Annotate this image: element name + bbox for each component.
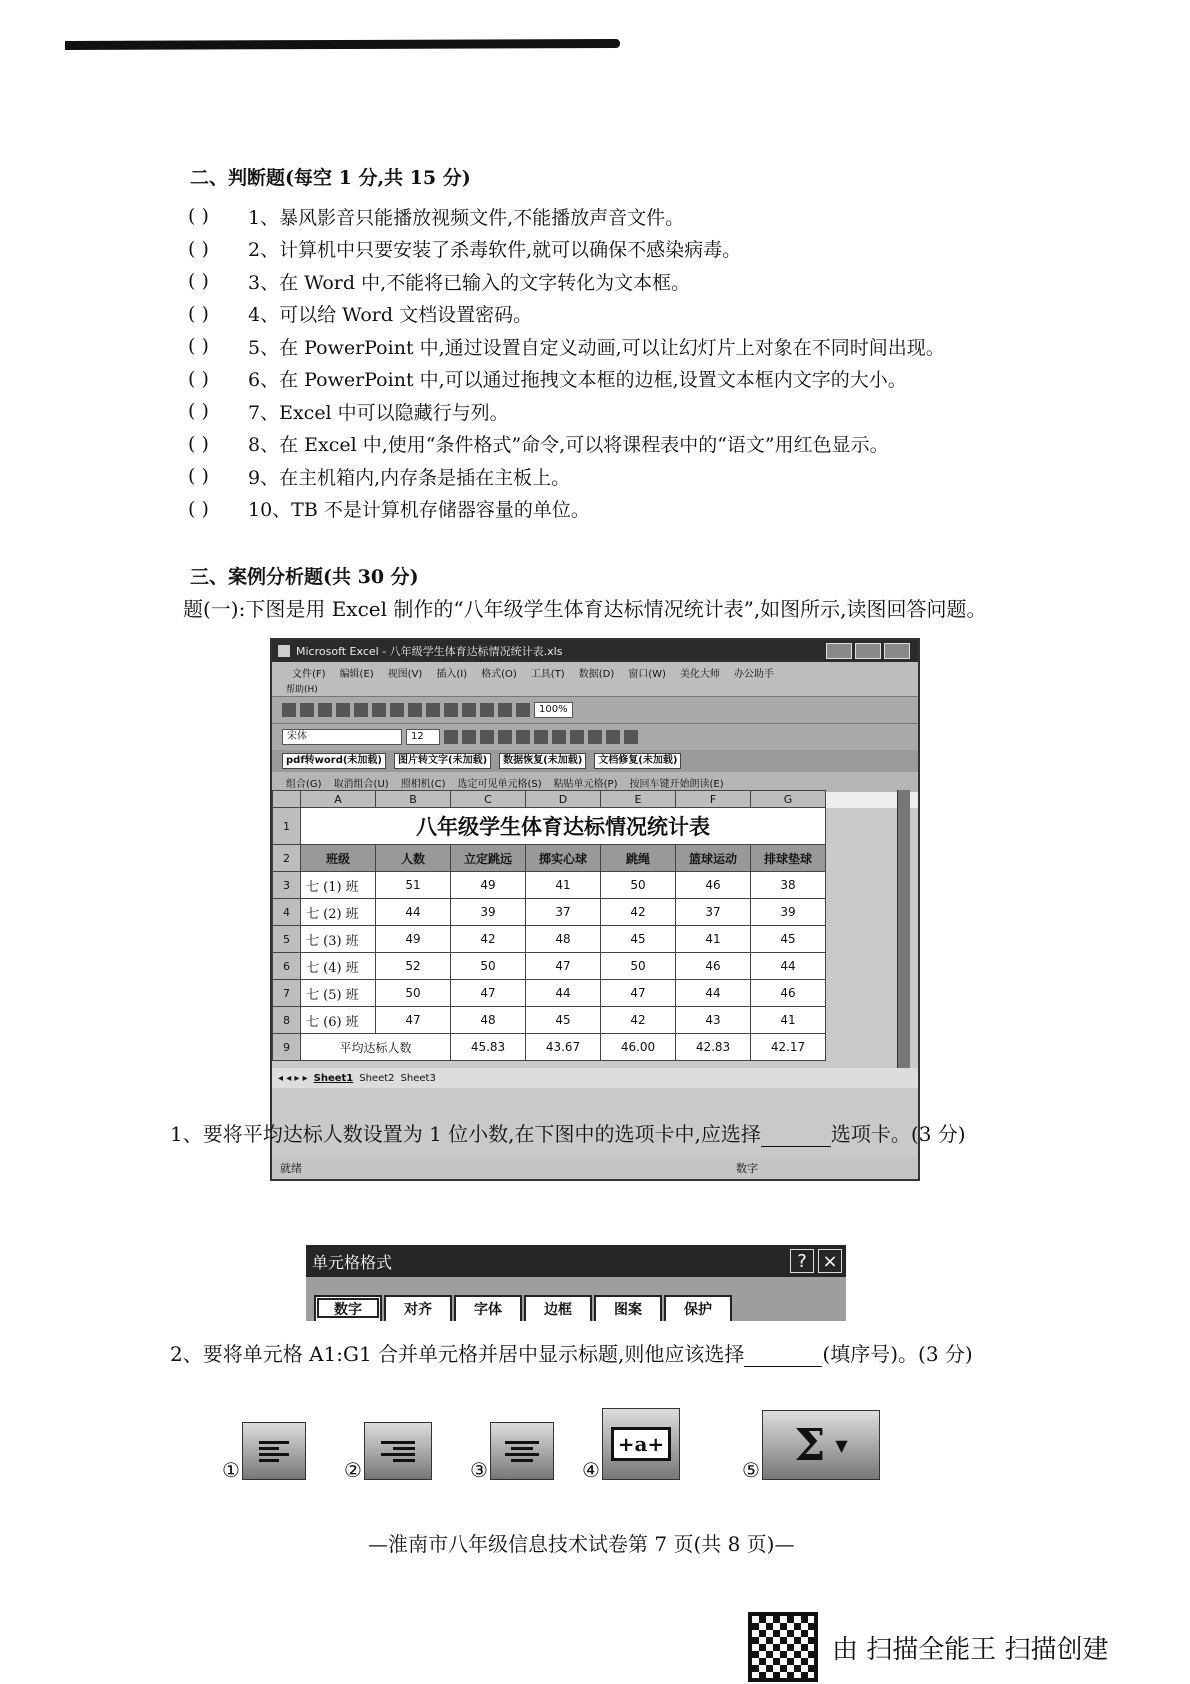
align-left-icon[interactable] [242,1422,306,1480]
menu-window[interactable]: 窗口(W) [628,668,666,680]
row-header[interactable]: 7 [273,980,301,1007]
tab-sheet2[interactable]: Sheet2 [359,1072,395,1084]
header-cell[interactable]: 篮球运动 [676,845,751,872]
value-cell[interactable]: 44 [376,899,451,926]
tab-nav-icon[interactable]: ◂ ◂ ▸ ▸ [278,1072,308,1084]
case-intro: 题(一):下图是用 Excel 制作的“八年级学生体育达标情况统计表”,如图所示,读图回答问题。 [183,597,987,621]
help-icon[interactable]: ? [790,1249,814,1273]
answer-paren[interactable]: ( ) [188,432,209,455]
standard-toolbar [272,696,918,723]
paste-cells-button[interactable]: 粘贴单元格(P) [553,778,618,790]
tf-item-4 [188,298,1088,331]
row-header[interactable]: 5 [273,926,301,953]
table-row [273,953,826,980]
close-icon[interactable] [884,643,910,659]
font-size-box[interactable]: 12 [406,729,440,745]
header-cell[interactable]: 排球垫球 [751,845,826,872]
open-icon[interactable] [300,703,314,717]
value-cell[interactable]: 42 [601,1007,676,1034]
row-header[interactable]: 1 [273,808,301,845]
value-cell[interactable]: 45 [526,1007,601,1034]
menu-help[interactable]: 帮助(H) [272,682,918,696]
tf-text: 7、Excel 中可以隐藏行与列。 [248,401,509,424]
chart-icon[interactable] [516,703,530,717]
camscanner-watermark [748,1612,1109,1682]
value-cell[interactable]: 49 [451,872,526,899]
q2-blank[interactable] [744,1348,822,1367]
avg-label-cell[interactable]: 平均达标人数 [301,1034,451,1061]
option-label: ③ [470,1458,488,1482]
value-cell[interactable]: 37 [526,899,601,926]
value-cell[interactable]: 41 [676,926,751,953]
value-cell[interactable]: 45 [751,926,826,953]
tab-sheet3[interactable]: Sheet3 [400,1072,436,1084]
sheet-grid [272,790,847,1061]
tf-text: 3、在 Word 中,不能将已输入的文字转化为文本框。 [248,271,691,294]
answer-paren[interactable]: ( ) [188,335,209,358]
menu-beautify[interactable]: 美化大师 [679,668,720,680]
value-cell[interactable]: 49 [376,926,451,953]
preview-icon[interactable] [354,703,368,717]
col-header[interactable]: B [376,791,451,808]
cut-icon[interactable] [390,703,404,717]
font-name-box[interactable]: 宋体 [282,729,402,745]
avg-cell[interactable]: 45.83 [451,1034,526,1061]
row-header[interactable]: 9 [273,1034,301,1061]
plugin-pdf[interactable]: pdf转word(未加载) [282,753,386,769]
tf-text: 10、TB 不是计算机存储器容量的单位。 [248,499,590,522]
avg-cell[interactable]: 46.00 [601,1034,676,1061]
tf-item-7 [188,395,1088,428]
option-3[interactable] [470,1422,554,1480]
excel-titlebar [272,640,918,662]
row-header[interactable]: 3 [273,872,301,899]
col-header[interactable]: A [301,791,376,808]
class-cell[interactable]: 七 (6) 班 [301,1007,376,1034]
table-row [273,926,826,953]
value-cell[interactable]: 50 [376,980,451,1007]
table-row [273,980,826,1007]
plugin-repair[interactable]: 文档修复(未加载) [594,753,681,769]
tf-item-2 [188,233,1088,266]
maximize-icon[interactable] [855,643,881,659]
extra-toolbar [272,772,918,792]
tf-text: 6、在 PowerPoint 中,可以通过拖拽文本框的边框,设置文本框内文字的大小。 [248,369,907,392]
value-cell[interactable]: 38 [751,872,826,899]
value-cell[interactable]: 45 [601,926,676,953]
option-label: ⑤ [742,1458,760,1482]
menu-view[interactable]: 视图(V) [387,668,423,680]
option-label: ④ [582,1458,600,1482]
tab-alignment[interactable]: 对齐 [384,1295,452,1321]
answer-paren[interactable]: ( ) [188,497,209,520]
merge-center-icon[interactable] [552,730,566,744]
align-right-icon[interactable] [364,1422,432,1480]
row-header[interactable]: 8 [273,1007,301,1034]
sort-icon[interactable] [498,703,512,717]
header-cell[interactable]: 班级 [301,845,376,872]
status-num: 数字 [736,1162,758,1175]
option-5[interactable] [742,1410,880,1480]
value-cell[interactable]: 52 [376,953,451,980]
option-1[interactable] [222,1422,306,1480]
camscanner-text: 由 扫描全能王 扫描创建 [832,1634,1109,1665]
option-label: ② [344,1458,362,1482]
row-header[interactable]: 6 [273,953,301,980]
col-header[interactable]: D [526,791,601,808]
header-cell[interactable]: 人数 [376,845,451,872]
value-cell[interactable]: 46 [751,980,826,1007]
tf-text: 8、在 Excel 中,使用“条件格式”命令,可以将课程表中的“语文”用红色显示。 [248,434,889,457]
class-cell[interactable]: 七 (3) 班 [301,926,376,953]
camera-button[interactable]: 照相机(C) [400,778,446,790]
window-title: Microsoft Excel - 八年级学生体育达标情况统计表.xls [296,645,563,658]
corner-cell[interactable] [273,791,301,808]
plugin-recover[interactable]: 数据恢复(未加载) [499,753,586,769]
ungroup-button[interactable]: 取消组合(U) [333,778,389,790]
answer-options [222,1405,982,1480]
plugin-ocr[interactable]: 图片转文字(未加载) [394,753,491,769]
menu-edit[interactable]: 编辑(E) [339,668,374,680]
tf-item-1 [188,200,1088,233]
answer-paren[interactable]: ( ) [188,270,209,293]
answer-paren[interactable]: ( ) [188,302,209,325]
value-cell[interactable]: 44 [751,953,826,980]
menu-format[interactable]: 格式(O) [481,668,517,680]
status-ready: 就绪 [280,1162,302,1175]
close-icon[interactable]: × [818,1249,842,1273]
tf-text: 4、可以给 Word 文档设置密码。 [248,304,533,327]
align-left-icon[interactable] [498,730,512,744]
align-center-icon[interactable] [490,1422,554,1480]
tf-text: 2、计算机中只要安装了杀毒软件,就可以确保不感染病毒。 [248,239,742,262]
value-cell[interactable]: 47 [376,1007,451,1034]
bold-icon[interactable] [444,730,458,744]
answer-paren[interactable]: ( ) [188,465,209,488]
align-right-icon[interactable] [534,730,548,744]
top-scan-bar [65,39,620,50]
sum-icon[interactable] [480,703,494,717]
value-cell[interactable]: 41 [751,1007,826,1034]
avg-cell[interactable]: 43.67 [526,1034,601,1061]
format-toolbar [272,723,918,750]
col-header[interactable]: C [451,791,526,808]
header-cell[interactable]: 跳绳 [601,845,676,872]
value-cell[interactable]: 48 [451,1007,526,1034]
autosum-icon[interactable] [762,1410,880,1480]
menu-office-helper[interactable]: 办公助手 [733,668,774,680]
tf-item-8 [188,428,1088,461]
menu-bar [272,662,918,682]
font-color-icon[interactable] [624,730,638,744]
answer-paren[interactable]: ( ) [188,367,209,390]
avg-cell[interactable]: 42.83 [676,1034,751,1061]
sheet-tabs [272,1068,918,1088]
q1-blank[interactable] [761,1128,831,1147]
q1-text-end: 选项卡。(3 分) [830,1122,966,1146]
header-cell[interactable]: 立定跳远 [451,845,526,872]
tab-sheet1[interactable]: Sheet1 [313,1072,354,1084]
tf-item-6 [188,363,1088,396]
format-cells-dialog [306,1245,846,1325]
value-cell[interactable]: 42 [601,899,676,926]
border-icon[interactable] [588,730,602,744]
status-bar [272,1157,918,1179]
tab-number[interactable]: 数字 [314,1295,382,1321]
value-cell[interactable]: 50 [601,872,676,899]
tf-item-10 [188,493,1088,526]
menu-file[interactable]: 文件(F) [292,668,326,680]
minimize-icon[interactable] [826,643,852,659]
value-cell[interactable]: 46 [676,872,751,899]
redo-icon[interactable] [462,703,476,717]
value-cell[interactable]: 39 [451,899,526,926]
value-cell[interactable]: 46 [676,953,751,980]
value-cell[interactable]: 50 [451,953,526,980]
option-2[interactable] [344,1422,432,1480]
qr-code-icon [748,1612,818,1682]
question-2 [170,1338,973,1367]
tf-item-9 [188,460,1088,493]
fill-color-icon[interactable] [606,730,620,744]
col-header[interactable]: F [676,791,751,808]
value-cell[interactable]: 37 [676,899,751,926]
copy-icon[interactable] [408,703,422,717]
tf-text: 1、暴风影音只能播放视频文件,不能播放声音文件。 [248,206,685,229]
value-cell[interactable]: 47 [601,980,676,1007]
class-cell[interactable]: 七 (5) 班 [301,980,376,1007]
spell-icon[interactable] [372,703,386,717]
header-cell[interactable]: 掷实心球 [526,845,601,872]
q2-text: 2、要将单元格 A1:G1 合并单元格并居中显示标题,则他应该选择 [170,1342,745,1366]
value-cell[interactable]: 44 [526,980,601,1007]
tf-item-3 [188,265,1088,298]
new-icon[interactable] [282,703,296,717]
q1-text: 1、要将平均达标人数设置为 1 位小数,在下图中的选项卡中,应选择 [170,1122,761,1146]
class-cell[interactable]: 七 (1) 班 [301,872,376,899]
menu-tools[interactable]: 工具(T) [530,668,565,680]
align-center-icon[interactable] [516,730,530,744]
sheet-title-cell[interactable]: 八年级学生体育达标情况统计表 [301,808,826,845]
paste-icon[interactable] [426,703,440,717]
percent-icon[interactable] [570,730,584,744]
tab-border[interactable]: 边框 [524,1295,592,1321]
value-cell[interactable]: 51 [376,872,451,899]
value-cell[interactable]: 47 [451,980,526,1007]
tf-text: 9、在主机箱内,内存条是插在主板上。 [248,466,571,489]
dropdown-arrow-icon: ▼ [835,1435,848,1455]
value-cell[interactable]: 42 [451,926,526,953]
row-header[interactable]: 4 [273,899,301,926]
section3-title: 三、案例分析题(共 30 分) [190,566,419,588]
value-cell[interactable]: 47 [526,953,601,980]
save-icon[interactable] [318,703,332,717]
read-aloud-button[interactable]: 按回车键开始朗读(E) [629,778,724,790]
vertical-scrollbar[interactable] [897,790,910,1070]
col-header[interactable]: G [751,791,826,808]
tf-text: 5、在 PowerPoint 中,通过设置自定义动画,可以让幻灯片上对象在不同时间出现。 [248,336,945,359]
answer-paren[interactable]: ( ) [188,400,209,423]
option-4[interactable] [582,1408,680,1480]
answer-paren[interactable]: ( ) [188,205,209,228]
tab-pattern[interactable]: 图案 [594,1295,662,1321]
value-cell[interactable]: 50 [601,953,676,980]
col-header[interactable]: E [601,791,676,808]
section2-title: 二、判断题(每空 1 分,共 15 分) [190,167,471,189]
true-false-list [188,200,1088,525]
tab-font[interactable]: 字体 [454,1295,522,1321]
option-label: ① [222,1458,240,1482]
value-cell[interactable]: 44 [676,980,751,1007]
merge-center-icon[interactable] [602,1408,680,1480]
tf-item-5 [188,330,1088,363]
avg-cell[interactable]: 42.17 [751,1034,826,1061]
excel-screenshot [270,638,920,1181]
dialog-title: 单元格格式 [312,1252,393,1272]
select-visible-button[interactable]: 选定可见单元格(S) [457,778,542,790]
plugin-toolbar [272,750,918,772]
sigma-glyph: Σ [794,1419,826,1471]
value-cell[interactable]: 39 [751,899,826,926]
page-footer: —淮南市八年级信息技术试卷第 7 页(共 8 页)— [368,1532,795,1556]
value-cell[interactable]: 43 [676,1007,751,1034]
undo-icon[interactable] [444,703,458,717]
menu-data[interactable]: 数据(D) [578,668,615,680]
zoom-box[interactable]: 100% [534,702,573,718]
q2-text-end: (填序号)。(3 分) [822,1342,973,1366]
class-cell[interactable]: 七 (4) 班 [301,953,376,980]
question-1 [170,1118,966,1147]
table-row [273,872,826,899]
dialog-titlebar [306,1245,846,1277]
underline-icon[interactable] [480,730,494,744]
merge-glyph: +a+ [611,1427,671,1461]
tab-protection[interactable]: 保护 [664,1295,732,1321]
excel-app-icon [278,645,290,657]
class-cell[interactable]: 七 (2) 班 [301,899,376,926]
dialog-tabs [306,1277,846,1321]
table-row [273,899,826,926]
table-row [273,1007,826,1034]
italic-icon[interactable] [462,730,476,744]
group-button[interactable]: 组合(G) [286,778,322,790]
value-cell[interactable]: 41 [526,872,601,899]
answer-paren[interactable]: ( ) [188,237,209,260]
menu-insert[interactable]: 插入(I) [436,668,468,680]
print-icon[interactable] [336,703,350,717]
row-header[interactable]: 2 [273,845,301,872]
value-cell[interactable]: 48 [526,926,601,953]
